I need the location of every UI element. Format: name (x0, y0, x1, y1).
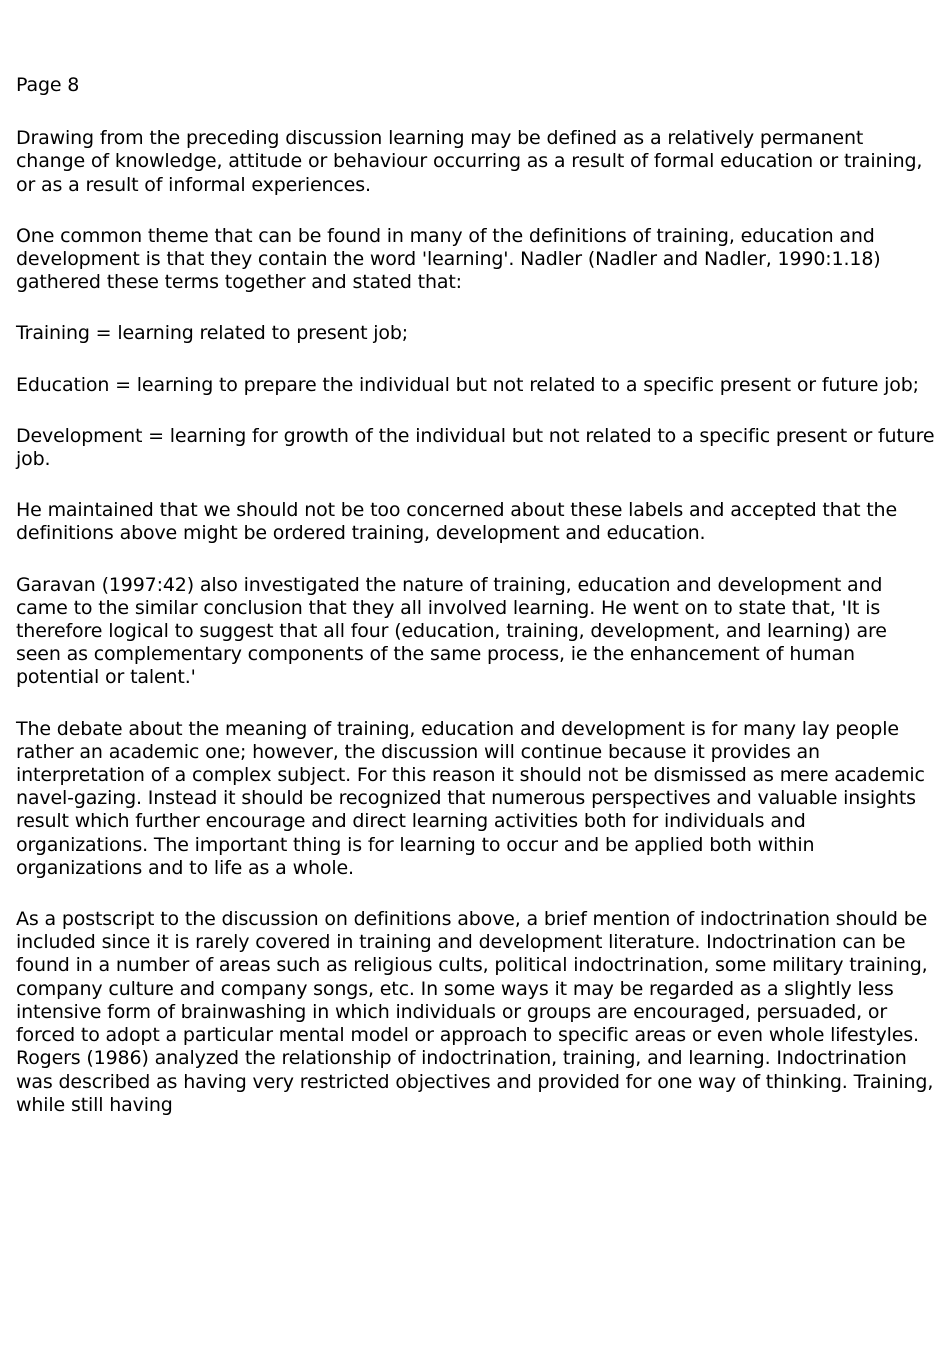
paragraph-garavan: Garavan (1997:42) also investigated the nature of training, education and development and came to the similar conclusion that they all involved learning. He went on to state that, 'It is therefore logical to suggest that all four (education, training, development, and learning) are seen as complementary components of the same process, ie the enhancement of human potential or talent.' (16, 573, 887, 689)
paragraph-training-definition: Training = learning related to present job; (16, 322, 409, 345)
paragraph-debate: The debate about the meaning of training, education and development is for many lay people rather an academic one; however, the discussion will continue because it provides an interpretation of a complex subject. For this reason it should not be dismissed as mere academic navel-gazing. Instead it should be recognized that numerous perspectives and valuable insights result which further encourage and direct learning activities both for individuals and organizations. The important thing is for learning to occur and be applied both within organizations and to life as a whole. (16, 717, 925, 879)
paragraph-development-definition: Development = learning for growth of the individual but not related to a specific present or future job. (16, 424, 935, 471)
paragraph-common-theme: One common theme that can be found in many of the definitions of training, education and development is that they contain the word 'learning'. Nadler (Nadler and Nadler, 1990:1.18) gathered these terms together and stated that: (16, 224, 881, 294)
paragraph-education-definition: Education = learning to prepare the individual but not related to a specific present or future job; (16, 373, 919, 396)
paragraph-definition-of-learning: Drawing from the preceding discussion learning may be defined as a relatively permanent change of knowledge, attitude or behaviour occurring as a result of formal education or training, or as a result of informal experiences. (16, 127, 923, 196)
paragraph-labels-ordering: He maintained that we should not be too concerned about these labels and accepted that the definitions above might be ordered training, development and education. (16, 499, 897, 545)
document-page (16, 74, 936, 1145)
page-number: Page 8 (16, 74, 80, 96)
paragraph-indoctrination: As a postscript to the discussion on definitions above, a brief mention of indoctrination should be included since it is rarely covered in training and development literature. Indoctrination can be found in a number of areas such as religious cults, political indoctrination, some military training, company culture and company songs, etc. In some ways it may be regarded as a slightly less intensive form of brainwashing in which individuals or groups are encouraged, persuaded, or forced to adopt a particular mental model or approach to specific areas or even whole lifestyles. Rogers (1986) analyzed the relationship of indoctrination, training, and learning. Indoctrination was described as having very restricted objectives and provided for one way of thinking. Training, while still having (16, 908, 934, 1116)
